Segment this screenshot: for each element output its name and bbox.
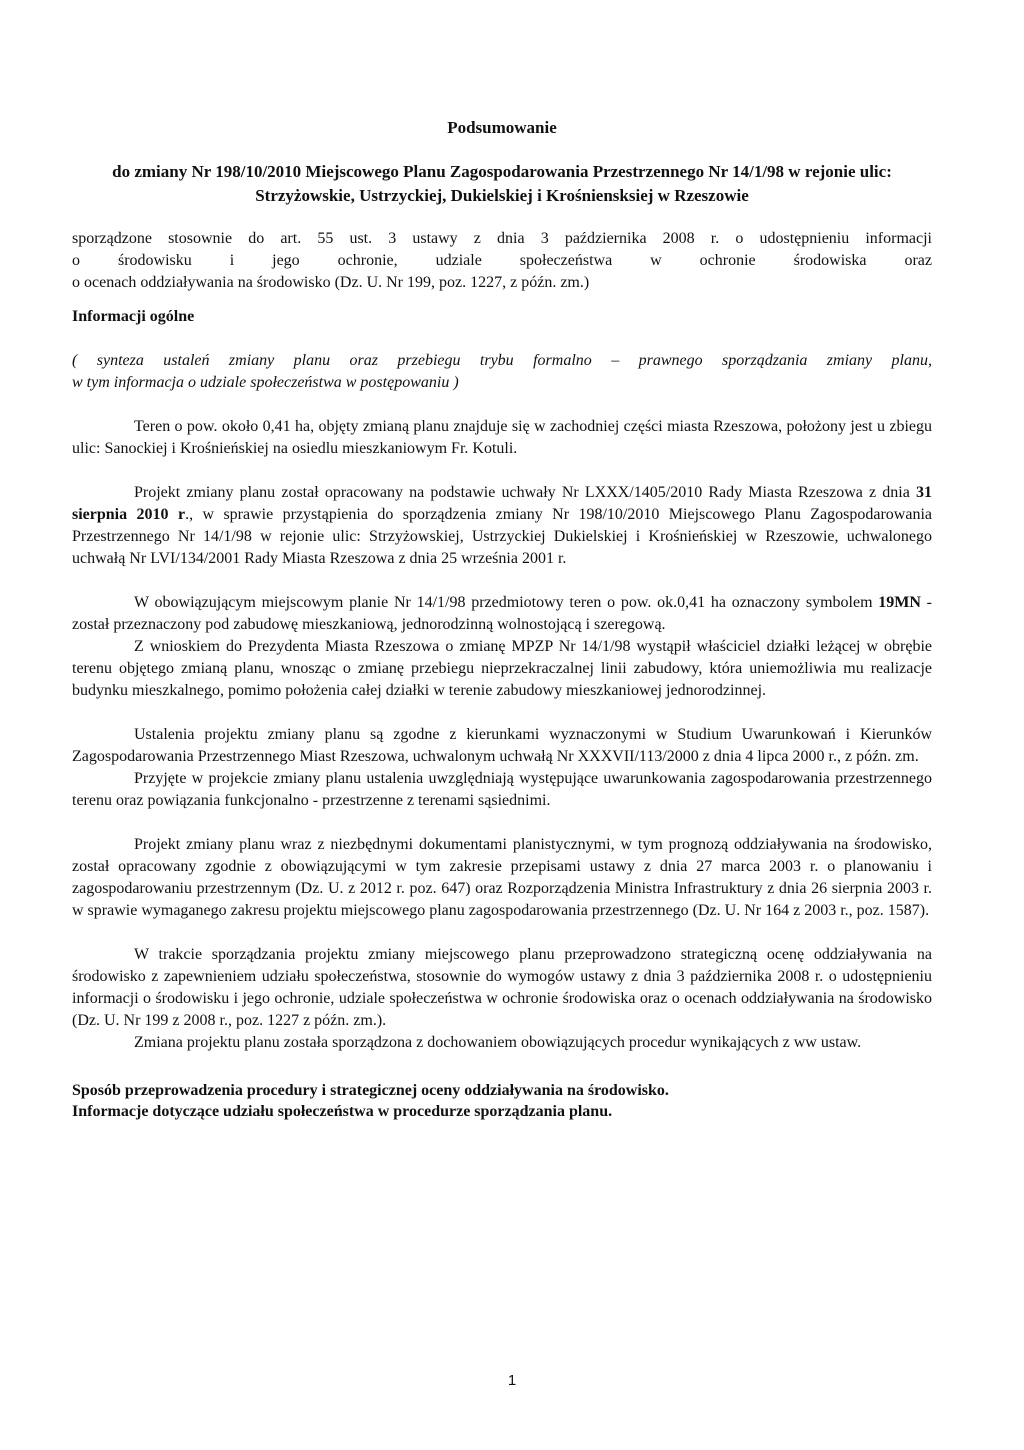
closing-heading-procedure: Sposób przeprowadzenia procedury i strategicznej oceny oddziaływania na środowisko. (72, 1082, 669, 1099)
paragraph-conditions: Przyjęte w projekcie zmiany planu ustalenia uwzględniają występujące uwarunkowania zagospodarowania przestrzennego terenu oraz powiązania funkcjonalno - przestrzenne z terenami sąsiednimi. (72, 770, 932, 809)
intro-block (72, 228, 932, 294)
paragraph-procedure: Zmiana projektu planu została sporządzona z dochowaniem obowiązujących procedur wynikających z ww ustaw. (134, 1034, 862, 1051)
paragraph-text: W obowiązującym miejscowym planie Nr 14/1/98 przedmiotowy teren o pow. ok.0,41 ha oznaczony symbolem (134, 594, 879, 611)
paragraph-compliance: Ustalenia projektu zmiany planu są zgodne z kierunkami wyznaczonymi w Studium Uwarunkowań i Kierunków Zagospodarowania Przestrzennego Miast Rzeszowa, uchwalonym uchwałą Nr XXXVII/113/2000 z dnia 4 lipca 2000 r., z późn. zm. (72, 726, 932, 765)
intro-line: o ocenach oddziaływania na środowisko (Dz. U. Nr 199, poz. 1227, z późn. zm.) (72, 274, 590, 291)
paragraph-current-plan (72, 592, 932, 636)
paragraph-text: ., w sprawie przystąpienia do sporządzenia zmiany Nr 198/10/2010 Miejscowego Planu Zagospodarowania Przestrzennego Nr 14/1/98 w rejonie ulic: Strzyżowskiej, Ustrzyckiej Dukielskiej i Krośnieńskiej w Rzeszowie, uchwalonego uchwałą Nr LVI/134/2001 Rady Miasta Rzeszowa z dnia 25 września 2001 r. (72, 506, 933, 567)
resolution-date: 31 sierpnia 2010 r (72, 484, 932, 523)
paragraph-text: - został przeznaczony pod zabudowę mieszkaniową, jednorodzinną wolnostojącą i szeregową. (72, 594, 933, 633)
zoning-symbol: 19MN (878, 594, 921, 611)
paragraph-documents: Projekt zmiany planu wraz z niezbędnymi dokumentami planistycznymi, w tym prognozą oddziaływania na środowisko, został opracowany zgodnie z obowiązującymi w tym zakresie przepisami ustawy z dnia 27 marca 2003 r. o planowaniu i zagospodarowaniu przestrzennym (Dz. U. z 2012 r. poz. 647) oraz Rozporządzenia Ministra Infrastruktury z dnia 26 sierpnia 2003 r. w sprawie wymaganego zakresu projektu miejscowego planu zagospodarowania przestrzennego (Dz. U. Nr 164 z 2003 r., poz. 1587). (72, 836, 932, 919)
paragraph-request: Z wnioskiem do Prezydenta Miasta Rzeszowa o zmianę MPZP Nr 14/1/98 wystąpił właściciel działki leżącej w obrębie terenu objętego zmianą planu, wnosząc o zmianę przebiegu nieprzekraczalnej linii zabudowy, która uniemożliwia mu realizacje budynku mieszkalnego, pomimo położenia całej działki w terenie zabudowy mieszkaniowej jednorodzinnej. (72, 638, 932, 699)
closing-heading-participation: Informacje dotyczące udziału społeczeństwa w procedurze sporządzania planu. (72, 1103, 613, 1120)
section-heading: Informacji ogólne (72, 308, 195, 325)
synthesis-line: w tym informacja o udziale społeczeństwa w postępowaniu ) (72, 374, 459, 391)
document-subtitle: do zmiany Nr 198/10/2010 Miejscowego Planu Zagospodarowania Przestrzennego Nr 14/1/98 w rejonie ulic: Strzyżowskie, Ustrzyckiej, Dukielskiej i Krośniensksiej w Rzeszowie (112, 162, 892, 205)
intro-line: o środowisku i jego ochronie, udziale społeczeństwa w ochronie środowiska oraz (72, 252, 932, 269)
intro-line: sporządzone stosownie do art. 55 ust. 3 ustawy z dnia 3 października 2008 r. o udostępnieniu informacji (72, 230, 932, 247)
document-title: Podsumowanie (447, 118, 557, 137)
paragraph-legal-basis (72, 482, 932, 570)
paragraph-environmental-assessment: W trakcie sporządzania projektu zmiany miejscowego planu przeprowadzono strategiczną ocenę oddziaływania na środowisko z zapewnieniem udziału społeczeństwa, stosownie do wymogów ustawy z dnia 3 października 2008 r. o udostępnieniu informacji o środowisku i jego ochronie, udziale społeczeństwa w ochronie środowiska oraz o ocenach oddziaływania na środowisko (Dz. U. Nr 199 z 2008 r., poz. 1227 z późn. zm.). (72, 946, 932, 1029)
paragraph-text: Projekt zmiany planu został opracowany na podstawie uchwały Nr LXXX/1405/2010 Rady Miasta Rzeszowa z dnia (134, 484, 916, 501)
synthesis-block (72, 350, 932, 394)
page-number: 1 (507, 1372, 517, 1389)
synthesis-line: ( synteza ustaleń zmiany planu oraz przebiegu trybu formalno – prawnego sporządzania zmiany planu, (72, 352, 932, 369)
paragraph-area: Teren o pow. około 0,41 ha, objęty zmianą planu znajduje się w zachodniej części miasta Rzeszowa, położony jest u zbiegu ulic: Sanockiej i Krośnieńskiej na osiedlu mieszkaniowym Fr. Kotuli. (72, 418, 932, 457)
